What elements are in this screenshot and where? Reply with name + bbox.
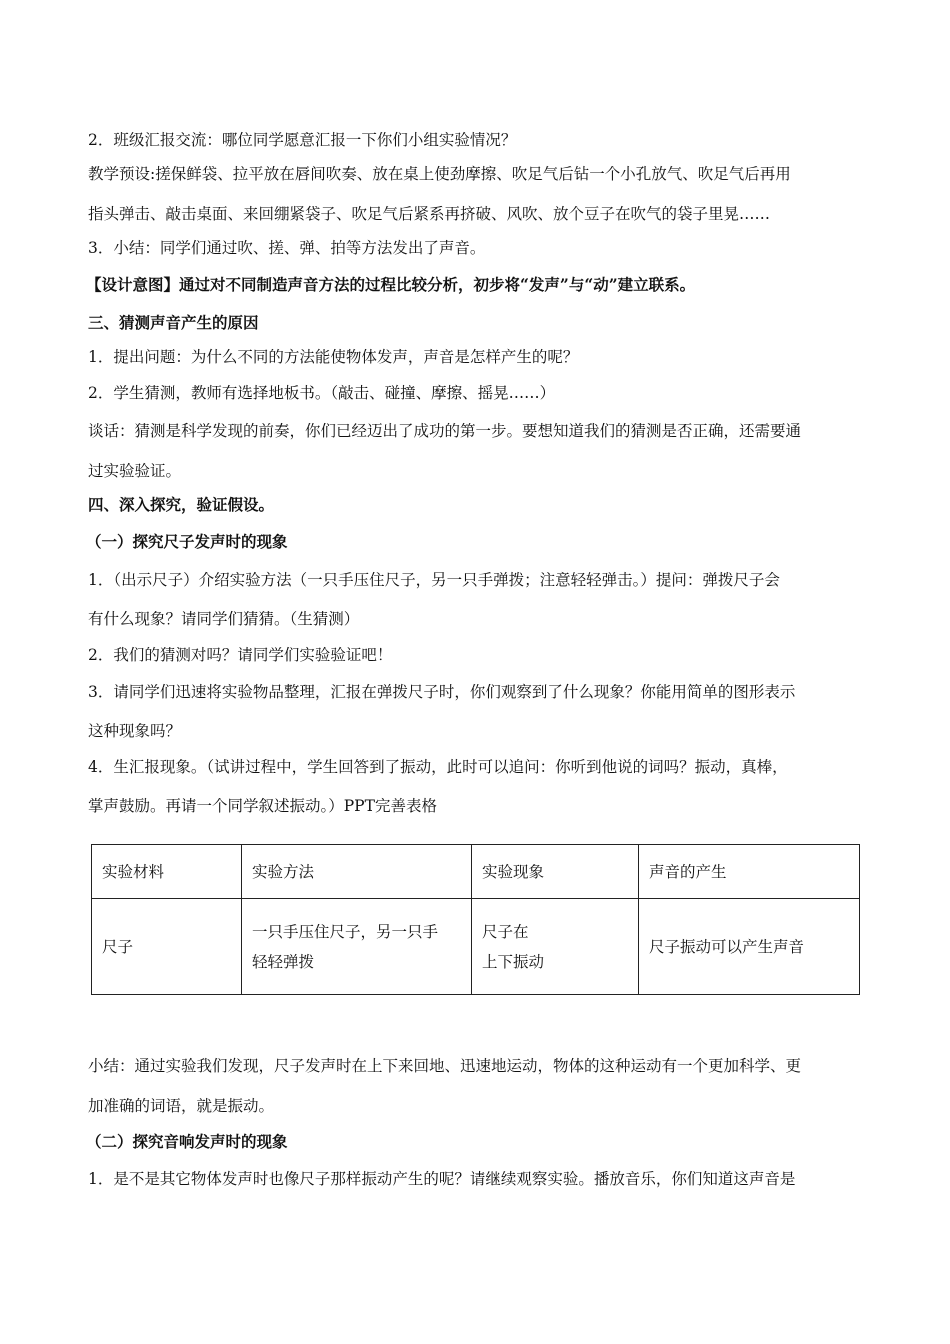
paragraph: 教学预设:搓保鲜袋、拉平放在唇间吹奏、放在桌上使劲摩擦、吹足气后钻一个小孔放气、吹足气后再用 bbox=[88, 165, 791, 183]
paragraph: 3．请同学们迅速将实验物品整理，汇报在弹拨尺子时，你们观察到了什么现象？你能用简单的图形表示 bbox=[88, 683, 796, 701]
design-intent-heading: 【设计意图】通过对不同制造声音方法的过程比较分析，初步将“发声”与“动”建立联系。 bbox=[86, 275, 696, 294]
table-header-cell: 实验材料 bbox=[92, 845, 242, 899]
table-header-cell: 声音的产生 bbox=[639, 845, 860, 899]
paragraph: 过实验验证。 bbox=[88, 462, 182, 480]
paragraph: 2．班级汇报交流：哪位同学愿意汇报一下你们小组实验情况？ bbox=[88, 131, 517, 149]
table-cell-result: 尺子振动可以产生声音 bbox=[639, 899, 860, 995]
paragraph: 1．（出示尺子）介绍实验方法（一只手压住尺子，另一只手弹拨；注意轻轻弹击。）提问：弹拨尺子会 bbox=[88, 571, 780, 589]
paragraph: 小结：通过实验我们发现，尺子发声时在上下来回地、迅速地运动，物体的这种运动有一个更加科学、更 bbox=[88, 1057, 802, 1075]
paragraph: 1．提出问题：为什么不同的方法能使物体发声，声音是怎样产生的呢？ bbox=[88, 348, 579, 366]
paragraph: 2．学生猜测，教师有选择地板书。（敲击、碰撞、摩擦、摇晃……） bbox=[88, 384, 556, 402]
paragraph: 指头弹击、敲击桌面、来回绷紧袋子、吹足气后紧系再挤破、风吹、放个豆子在吹气的袋子里晃…… bbox=[88, 205, 771, 223]
experiment-table bbox=[91, 844, 860, 995]
subsection-heading: （一）探究尺子发声时的现象 bbox=[86, 532, 288, 551]
section-heading: 三、猜测声音产生的原因 bbox=[88, 313, 259, 332]
paragraph: 2．我们的猜测对吗？请同学们实验验证吧！ bbox=[88, 646, 393, 664]
paragraph: 加准确的词语，就是振动。 bbox=[88, 1097, 275, 1115]
table-cell-method: 一只手压住尺子，另一只手 轻轻弹拨 bbox=[242, 899, 472, 995]
paragraph: 谈话：猜测是科学发现的前奏，你们已经迈出了成功的第一步。要想知道我们的猜测是否正确，还需要通 bbox=[88, 422, 802, 440]
paragraph: 3．小结：同学们通过吹、搓、弹、拍等方法发出了声音。 bbox=[88, 239, 486, 257]
table-row bbox=[92, 899, 860, 995]
table-cell-material: 尺子 bbox=[92, 899, 242, 995]
table-header-row bbox=[92, 845, 860, 899]
subsection-heading: （二）探究音响发声时的现象 bbox=[86, 1132, 288, 1151]
table-header-cell: 实验现象 bbox=[472, 845, 639, 899]
paragraph: 有什么现象？请同学们猜猜。（生猜测） bbox=[88, 610, 360, 628]
paragraph: 掌声鼓励。再请一个同学叙述振动。）PPT完善表格 bbox=[88, 797, 437, 815]
table-cell-phenomenon: 尺子在 上下振动 bbox=[472, 899, 639, 995]
section-heading: 四、深入探究，验证假设。 bbox=[88, 495, 275, 514]
table-header-cell: 实验方法 bbox=[242, 845, 472, 899]
paragraph: 这种现象吗？ bbox=[88, 722, 182, 740]
paragraph: 4．生汇报现象。（试讲过程中，学生回答到了振动，此时可以追问：你听到他说的词吗？振动，真棒， bbox=[88, 758, 788, 776]
paragraph: 1．是不是其它物体发声时也像尺子那样振动产生的呢？请继续观察实验。播放音乐，你们知道这声音是 bbox=[88, 1170, 796, 1188]
